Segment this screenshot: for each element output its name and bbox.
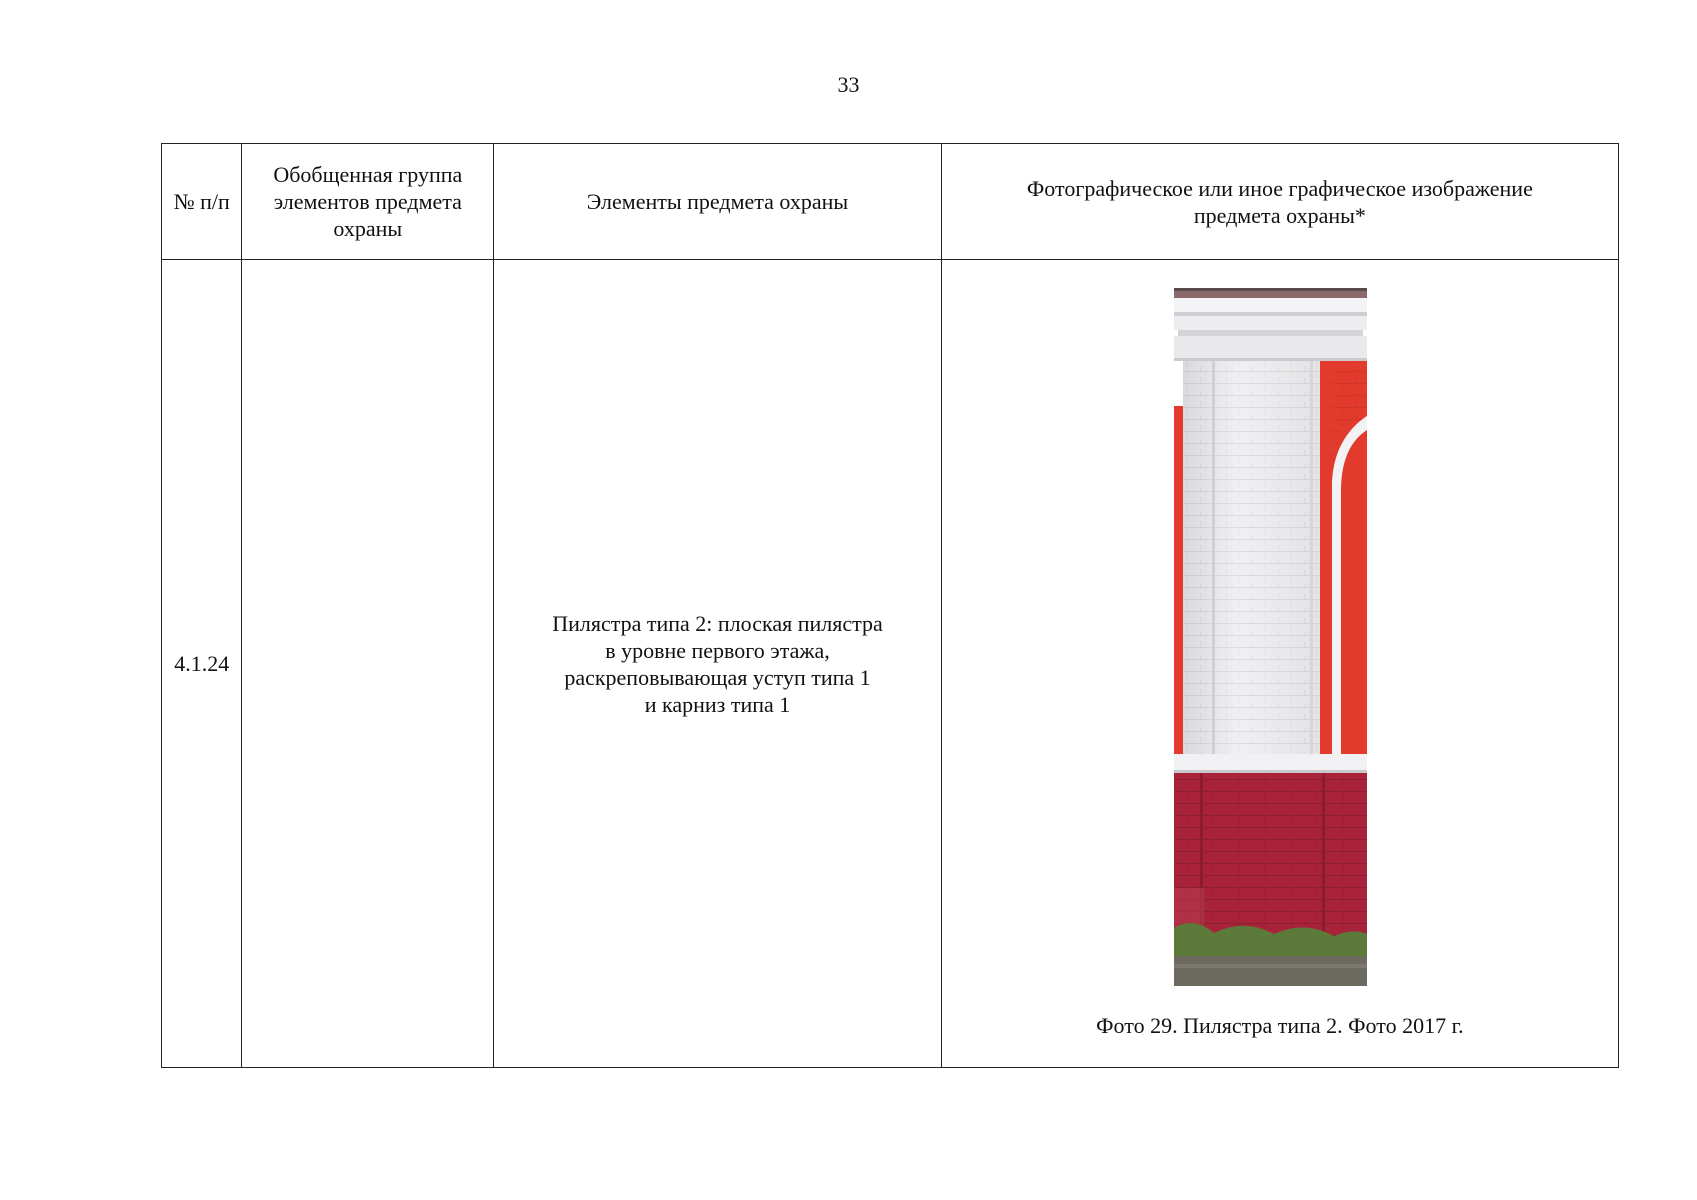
photo-caption: Фото 29. Пилястра типа 2. Фото 2017 г. [1096, 1013, 1464, 1038]
protection-elements-table [161, 143, 1619, 1068]
table-row [162, 260, 1619, 1068]
header-group: Обобщенная группа элементов предмета охраны [242, 144, 494, 260]
table-header-row [162, 144, 1619, 260]
header-num: № п/п [162, 144, 242, 260]
page-number: 33 [837, 72, 860, 97]
description-line: в уровне первого этажа, [605, 637, 830, 663]
cell-description [494, 260, 942, 1068]
header-image: Фотографическое или иное графическое изображение предмета охраны* [941, 144, 1618, 260]
description-line: раскреповывающая уступ типа 1 [564, 664, 871, 690]
cell-num: 4.1.24 [162, 260, 242, 1068]
cell-photo [941, 260, 1618, 1068]
pilaster-photo-image [1174, 288, 1367, 986]
pilaster-photo [1174, 288, 1367, 986]
description-line: Пилястра типа 2: плоская пилястра [552, 610, 883, 636]
description-line: и карниз типа 1 [644, 691, 791, 717]
header-elements: Элементы предмета охраны [494, 144, 942, 260]
cell-group [242, 260, 494, 1068]
